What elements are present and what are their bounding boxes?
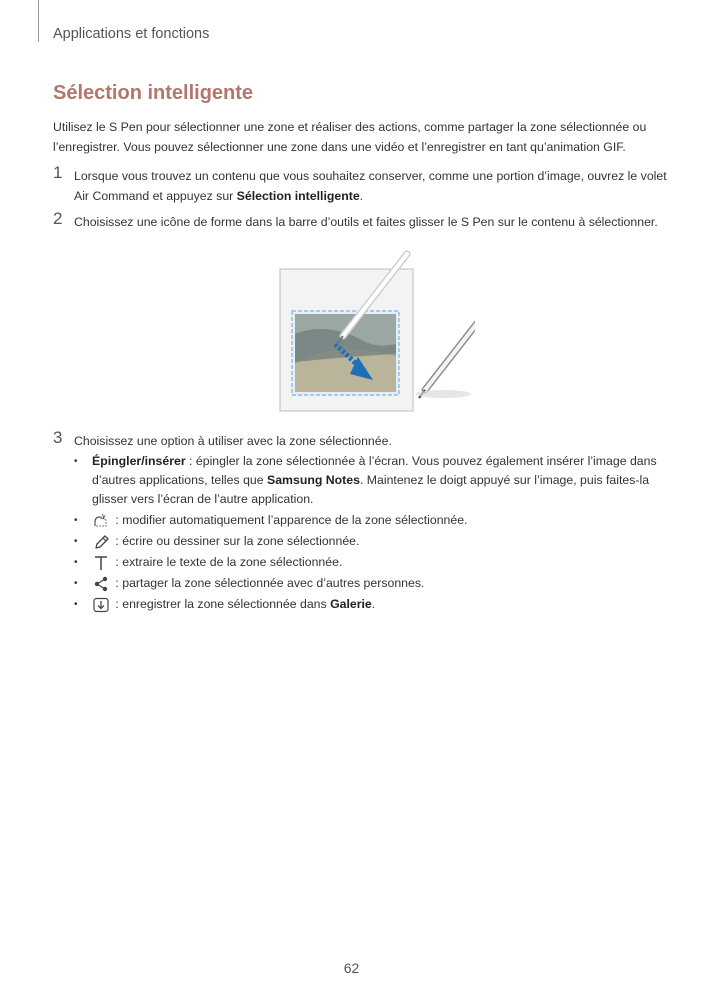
step-number: 2: [53, 209, 63, 228]
smart-select-illustration: [265, 244, 475, 422]
step-text: Lorsque vous trouvez un contenu que vous souhaitez conserver, comme une portion d’image, ouvrez le volet Air Command et appuyez sur Sélection intelligente.: [74, 169, 667, 203]
text-extract-icon: [92, 555, 110, 571]
list-item: • : écrire ou dessiner sur la zone sélectionnée.: [74, 534, 360, 548]
s-pen-icon: [415, 308, 475, 398]
page-number: 62: [343, 960, 360, 976]
list-item: • Épingler/insérer : épingler la zone sélectionnée à l’écran. Vous pouvez également insérer l’image dans d’autres applications, telles que Samsung Notes. Maintenez le doigt appuyé sur l’image, puis faites-la glisser vers l’écran de l’autre application.: [74, 454, 657, 506]
section-header: Applications et fonctions: [53, 26, 210, 42]
list-item: • : extraire le texte de la zone sélectionnée.: [74, 555, 343, 569]
pen-icon: [92, 534, 110, 550]
page-title: Sélection intelligente: [53, 82, 254, 104]
step-2: [53, 209, 673, 232]
step-number: 3: [53, 428, 63, 447]
step-number: 1: [53, 163, 63, 182]
margin-rule: [38, 0, 39, 42]
share-icon: [92, 576, 110, 592]
list-item: • : partager la zone sélectionnée avec d’autres personnes.: [74, 576, 425, 590]
step-1: [53, 163, 673, 206]
intro-paragraph: Utilisez le S Pen pour sélectionner une zone et réaliser des actions, comme partager la zone sélectionnée ou l’enregistrer. Vous pouvez sélectionner une zone dans une vidéo et l’enregistrer en tant qu’animation GIF.: [53, 120, 647, 154]
step-text: Choisissez une icône de forme dans la barre d’outils et faites glisser le S Pen sur le contenu à sélectionner.: [74, 215, 658, 229]
step-3: [53, 428, 673, 451]
options-list: [68, 452, 658, 616]
auto-select-icon: [92, 513, 110, 529]
save-icon: [92, 597, 110, 613]
list-item: • : enregistrer la zone sélectionnée dans Galerie.: [74, 597, 376, 611]
step-text: Choisissez une option à utiliser avec la zone sélectionnée.: [74, 434, 392, 448]
list-item: • : modifier automatiquement l’apparence de la zone sélectionnée.: [74, 513, 468, 527]
